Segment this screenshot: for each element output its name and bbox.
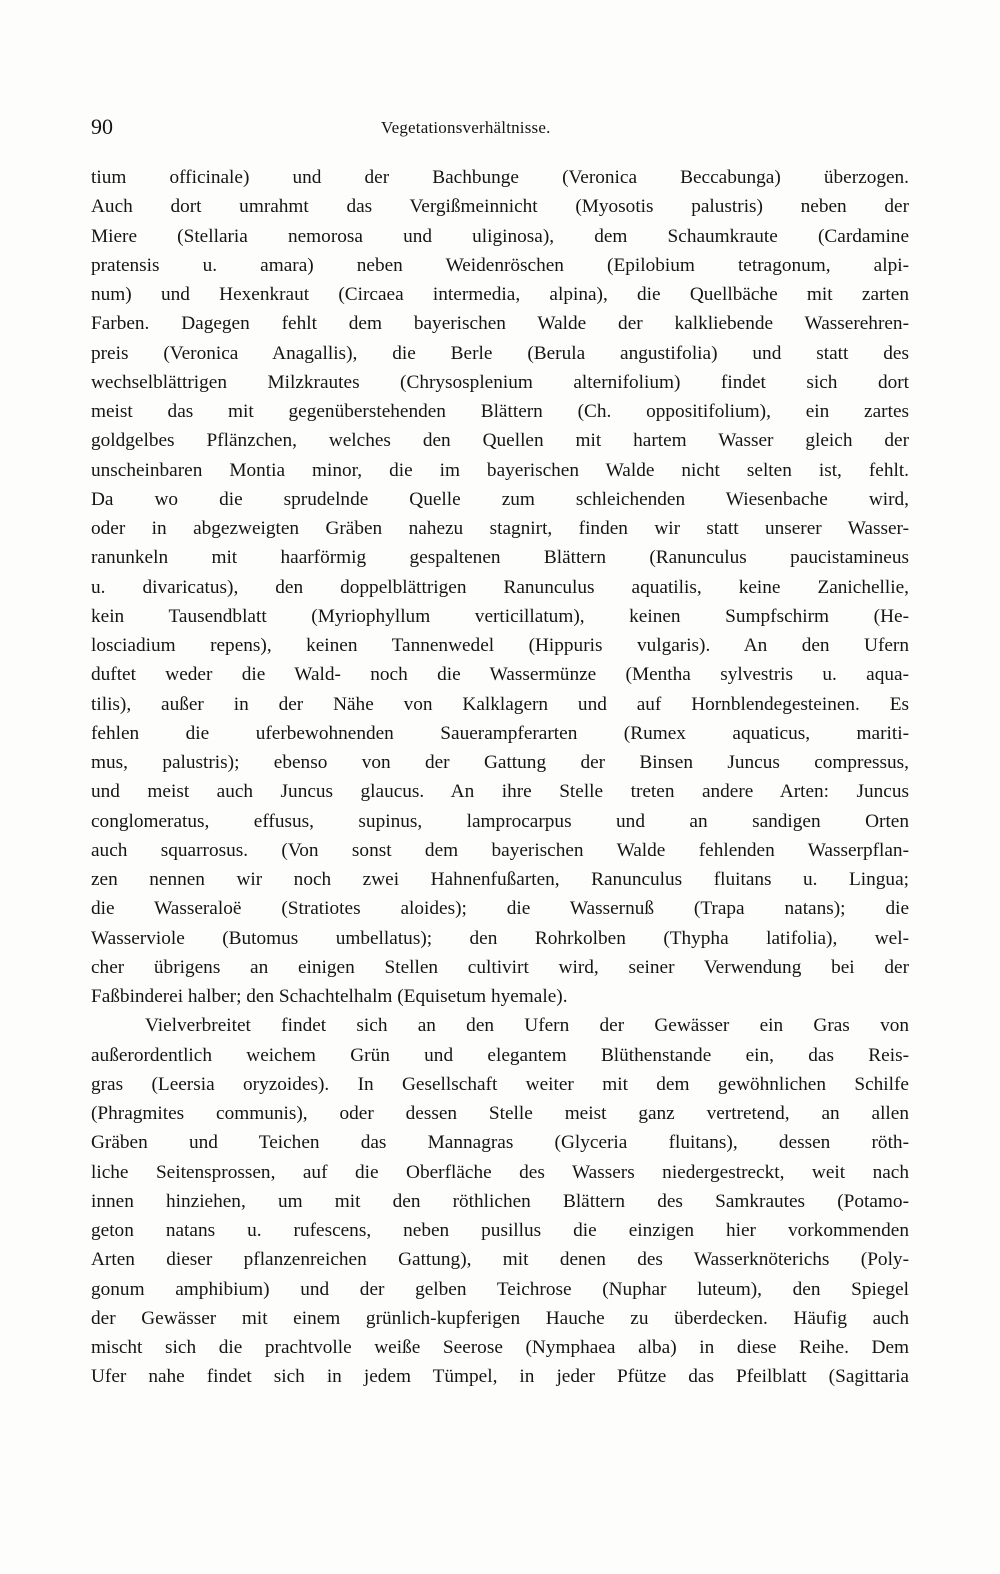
text-line: und meist auch Juncus glaucus. An ihre Stelle treten andere Arten: Juncus [91,781,909,803]
text-line: auch squarrosus. (Von sonst dem bayerischen Walde fehlenden Wasserpflan- [91,839,909,861]
text-line: Arten dieser pflanzenreichen Gattung), mit denen des Wasserknöterichs (Poly- [91,1249,909,1271]
text-line: zen nennen wir noch zwei Hahnenfußarten, Ranunculus fluitans u. Lingua; [91,869,909,890]
text-line: Miere (Stellaria nemorosa und uliginosa), dem Schaumkraute (Cardamine [91,225,909,247]
text-line: meist das mit gegenüberstehenden Blättern (Ch. oppositifolium), ein zartes [91,401,909,422]
text-line: goldgelbes Pflänzchen, welches den Quellen mit hartem Wasser gleich der [91,430,909,452]
paragraph-start-line: Vielverbreitet findet sich an den Ufern der Gewässer ein Gras von [145,1015,909,1037]
text-line: mus, palustris); ebenso von der Gattung der Binsen Juncus compressus, [91,752,909,773]
text-line: duftet weder die Wald- noch die Wassermünze (Mentha sylvestris u. aqua- [91,664,909,686]
text-line: die Wasseraloë (Stratiotes aloides); die Wassernuß (Trapa natans); die [91,898,909,920]
text-line: Auch dort umrahmt das Vergißmeinnicht (Myosotis palustris) neben der [91,196,909,218]
text-line: gras (Leersia oryzoides). In Gesellschaft weiter mit dem gewöhnlichen Schilfe [91,1073,909,1095]
text-line: preis (Veronica Anagallis), die Berle (Berula angustifolia) und statt des [91,342,909,364]
text-line: innen hinziehen, um mit den röthlichen Blättern des Samkrautes (Potamo- [91,1190,909,1212]
text-line: gonum amphibium) und der gelben Teichrose (Nuphar luteum), den Spiegel [91,1278,909,1300]
text-line: unscheinbaren Montia minor, die im bayerischen Walde nicht selten ist, fehlt. [91,459,909,481]
text-line: Gräben und Teichen das Mannagras (Glyceria fluitans), dessen röth- [91,1132,909,1154]
text-line: tilis), außer in der Nähe von Kalklagern und auf Hornblendegesteinen. Es [91,693,909,715]
text-line: Farben. Dagegen fehlt dem bayerischen Walde der kalkliebende Wasserehren- [91,313,909,335]
text-line: tium officinale) und der Bachbunge (Veronica Beccabunga) überzogen. [91,167,909,188]
text-line: losciadium repens), keinen Tannenwedel (Hippuris vulgaris). An den Ufern [91,635,909,656]
body-text [91,163,909,1392]
text-line: Wasserviole (Butomus umbellatus); den Rohrkolben (Thypha latifolia), wel- [91,927,909,949]
text-line: kein Tausendblatt (Myriophyllum verticillatum), keinen Sumpfschirm (He- [91,605,909,627]
paragraph-end-line: Faßbinderei halber; den Schachtelhalm (Equisetum hyemale). [91,986,568,1007]
running-title: Vegetationsverhältnisse. [381,118,551,137]
text-line: fehlen die uferbewohnenden Sauerampferarten (Rumex aquaticus, mariti- [91,722,909,744]
text-line: ranunkeln mit haarförmig gespaltenen Blättern (Ranunculus paucistamineus [91,547,909,569]
page-number: 90 [91,114,113,139]
text-line: num) und Hexenkraut (Circaea intermedia, alpina), die Quellbäche mit zarten [91,284,909,305]
text-line: der Gewässer mit einem grünlich-kupferigen Hauche zu überdecken. Häufig auch [91,1307,909,1329]
text-line: geton natans u. rufescens, neben pusillus die einzigen hier vorkommenden [91,1220,909,1241]
text-line: oder in abgezweigten Gräben nahezu stagnirt, finden wir statt unserer Wasser- [91,518,909,539]
text-line: Da wo die sprudelnde Quelle zum schleichenden Wiesenbache wird, [91,488,909,510]
text-line: mischt sich die prachtvolle weiße Seerose (Nymphaea alba) in diese Reihe. Dem [91,1337,909,1358]
text-line: Ufer nahe findet sich in jedem Tümpel, in jeder Pfütze das Pfeilblatt (Sagittaria [91,1366,909,1388]
text-line: u. divaricatus), den doppelblättrigen Ranunculus aquatilis, keine Zanichellie, [91,576,909,598]
text-line: (Phragmites communis), oder dessen Stelle meist ganz vertretend, an allen [91,1103,909,1124]
text-line: pratensis u. amara) neben Weidenröschen (Epilobium tetragonum, alpi- [91,254,909,276]
text-line: cher übrigens an einigen Stellen cultivirt wird, seiner Verwendung bei der [91,956,909,978]
page-header [91,113,909,143]
text-line: liche Seitensprossen, auf die Oberfläche des Wassers niedergestreckt, weit nach [91,1161,909,1183]
text-line: conglomeratus, effusus, supinus, lamprocarpus und an sandigen Orten [91,810,909,832]
text-line: außerordentlich weichem Grün und elegantem Blüthenstande ein, das Reis- [91,1044,909,1066]
text-line: wechselblättrigen Milzkrautes (Chrysosplenium alternifolium) findet sich dort [91,371,909,393]
